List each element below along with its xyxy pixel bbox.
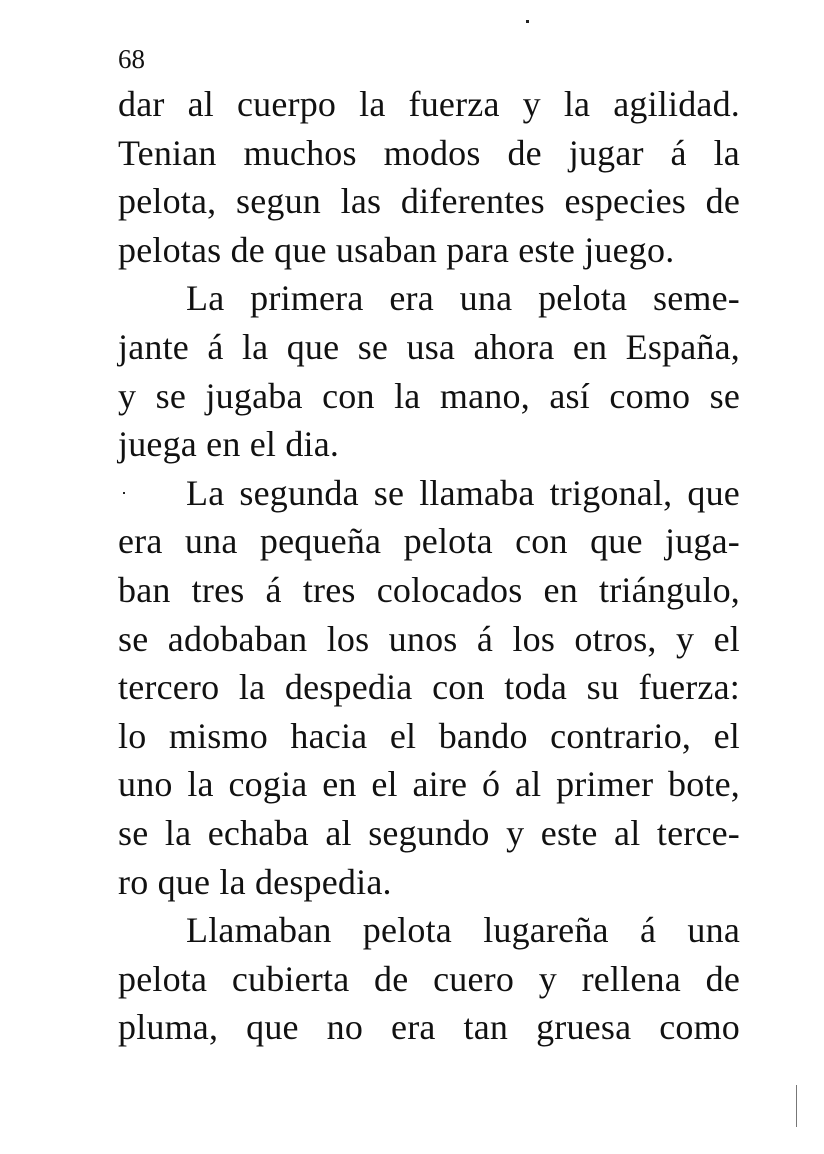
- paragraph-start-line: La segunda se llamaba trigonal, que: [186, 472, 740, 513]
- paragraph-start-line: Llamaban pelota lugareña á una: [186, 910, 740, 951]
- text-line: pelota cubierta de cuero y rellena de: [118, 958, 740, 999]
- scan-mark: [796, 1085, 797, 1127]
- scan-speck: [123, 492, 125, 494]
- text-line: lo mismo hacia el bando contrario, el: [118, 715, 740, 756]
- text-line: pelotas de que usaban para este juego.: [118, 229, 675, 270]
- text-line: dar al cuerpo la fuerza y la agilidad.: [118, 84, 740, 124]
- text-line: uno la cogia en el aire ó al primer bote,: [118, 764, 740, 805]
- text-line: jante á la que se usa ahora en España,: [118, 326, 740, 367]
- scan-speck: [526, 20, 529, 23]
- page-number: 68: [118, 44, 145, 74]
- text-line: Tenian muchos modos de jugar á la: [118, 132, 740, 173]
- body-text: [118, 80, 740, 1052]
- text-line: y se jugaba con la mano, así como se: [118, 375, 740, 416]
- text-line: era una pequeña pelota con que juga-: [118, 521, 740, 562]
- text-line: pluma, que no era tan gruesa como: [118, 1007, 740, 1048]
- text-line: se adobaban los unos á los otros, y el: [118, 618, 740, 659]
- text-line: ro que la despedia.: [118, 861, 392, 902]
- text-line: tercero la despedia con toda su fuerza:: [118, 667, 740, 708]
- text-line: ban tres á tres colocados en triángulo,: [118, 569, 740, 610]
- paragraph-start-line: La primera era una pelota seme-: [186, 278, 740, 319]
- text-line: juega en el dia.: [118, 424, 340, 465]
- text-line: se la echaba al segundo y este al terce-: [118, 812, 740, 853]
- text-line: pelota, segun las diferentes especies de: [118, 181, 740, 222]
